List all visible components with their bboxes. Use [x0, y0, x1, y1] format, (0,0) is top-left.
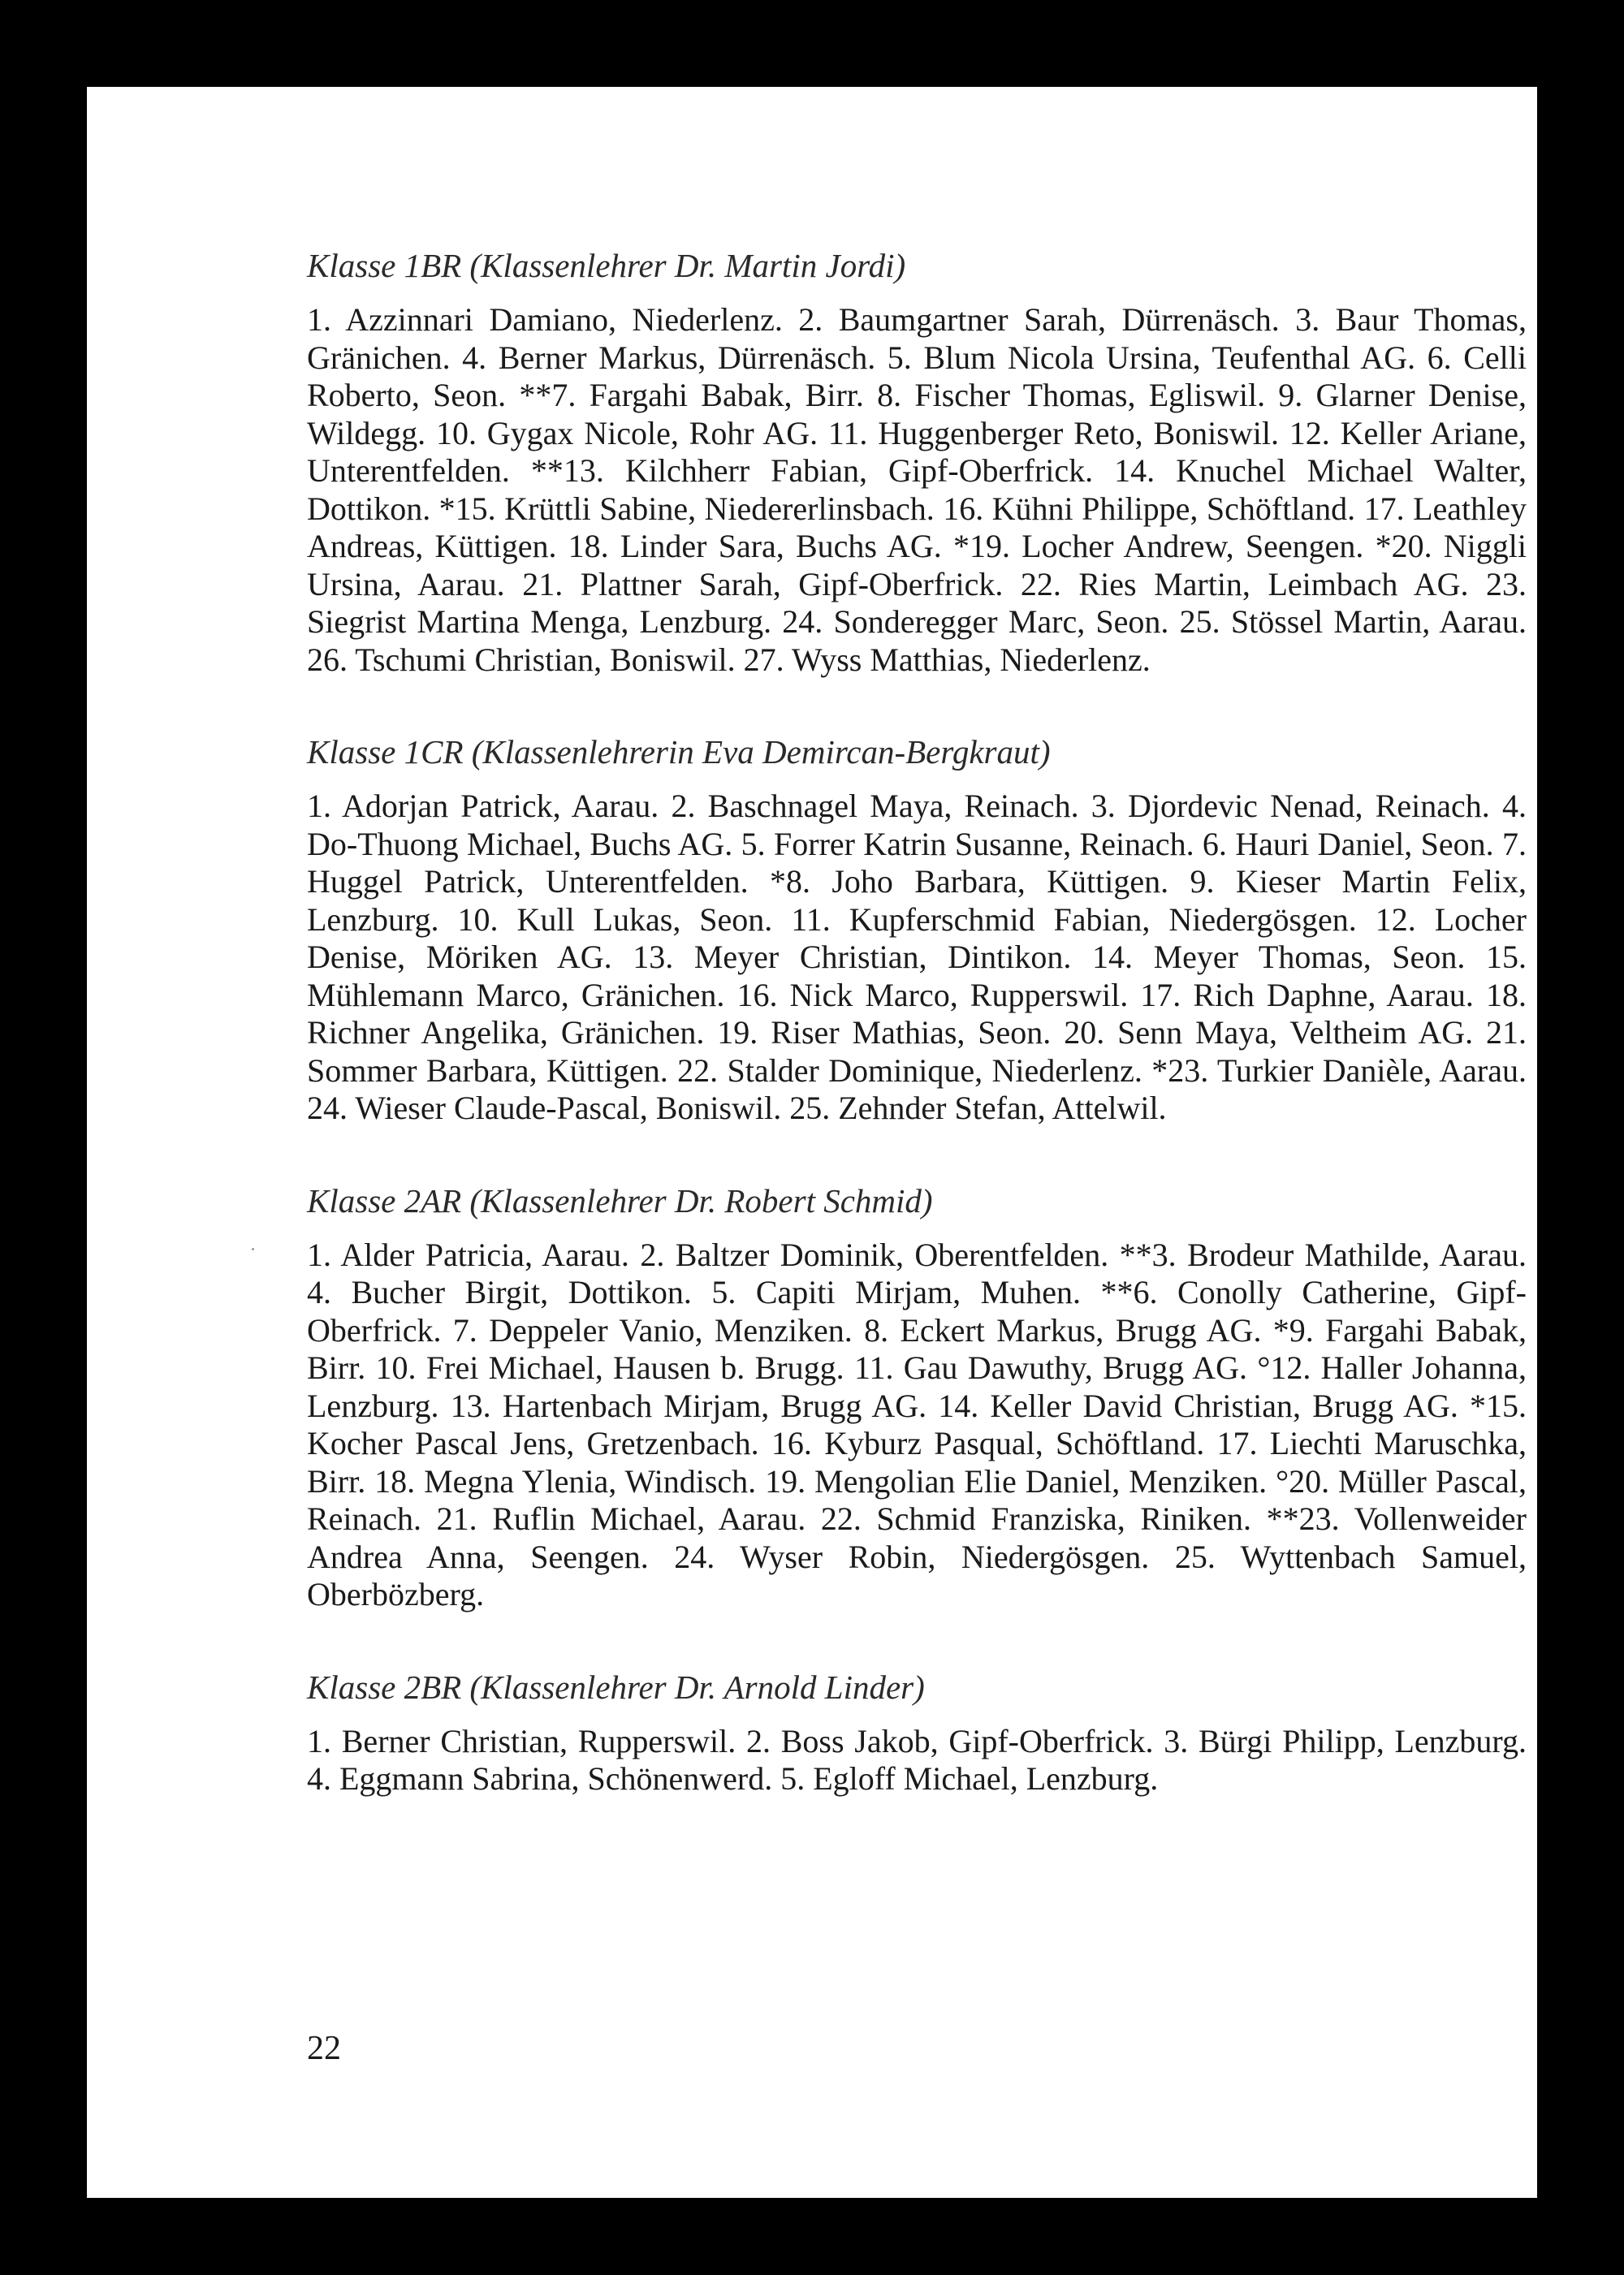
- class-section-2ar: [307, 1181, 1527, 1614]
- section-heading: Klasse 2AR (Klassenlehrer Dr. Robert Schmid): [307, 1181, 933, 1220]
- section-heading: Klasse 1CR (Klassenlehrerin Eva Demircan-Bergkraut): [307, 733, 1051, 771]
- section-heading: Klasse 1BR (Klassenlehrer Dr. Martin Jordi): [307, 247, 906, 284]
- class-section-1cr: [307, 732, 1527, 1128]
- document-page: [87, 87, 1537, 2198]
- class-section-1br: [307, 246, 1527, 679]
- section-heading: Klasse 2BR (Klassenlehrer Dr. Arnold Linder): [307, 1668, 925, 1706]
- student-list: 1. Adorjan Patrick, Aarau. 2. Baschnagel Maya, Reinach. 3. Djordevic Nenad, Reinach. 4. Do-Thuong Michael, Buchs AG. 5. Forrer Katrin Susanne, Reinach. 6. Hauri Daniel, Seon. 7. Huggel Patrick, Unterentfelden. *8. Joho Barbara, Küttigen. 9. Kieser Martin Felix, Lenzburg. 10. Kull Lukas, Seon. 11. Kupferschmid Fabian, Niedergösgen. 12. Locher Denise, Möriken AG. 13. Meyer Christian, Dintikon. 14. Meyer Thomas, Seon. 15. Mühlemann Marco, Gränichen. 16. Nick Marco, Rupperswil. 17. Rich Daphne, Aarau. 18. Richner Angelika, Gränichen. 19. Riser Mathias, Seon. 20. Senn Maya, Veltheim AG. 21. Sommer Barbara, Küttigen. 22. Stalder Dominique, Niederlenz. *23. Turkier Danièle, Aarau. 24. Wieser Claude-Pascal, Boniswil. 25. Zehnder Stefan, Attelwil.: [307, 788, 1527, 1126]
- scan-speck: [252, 1248, 254, 1250]
- page-number: 22: [307, 2030, 341, 2067]
- class-section-2br: [307, 1668, 1527, 1798]
- student-list: 1. Berner Christian, Rupperswil. 2. Boss Jakob, Gipf-Oberfrick. 3. Bürgi Philipp, Lenzburg. 4. Eggmann Sabrina, Schönenwerd. 5. Egloff Michael, Lenzburg.: [307, 1722, 1527, 1797]
- student-list: 1. Azzinnari Damiano, Niederlenz. 2. Baumgartner Sarah, Dürrenäsch. 3. Baur Thomas, Gränichen. 4. Berner Markus, Dürrenäsch. 5. Blum Nicola Ursina, Teufenthal AG. 6. Celli Roberto, Seon. **7. Fargahi Babak, Birr. 8. Fischer Thomas, Egliswil. 9. Glarner Denise, Wildegg. 10. Gygax Nicole, Rohr AG. 11. Huggenberger Reto, Boniswil. 12. Keller Ariane, Unterentfelden. **13. Kilchherr Fabian, Gipf-Oberfrick. 14. Knuchel Michael Walter, Dottikon. *15. Krüttli Sabine, Niedererlinsbach. 16. Kühni Philippe, Schöftland. 17. Leathley Andreas, Küttigen. 18. Linder Sara, Buchs AG. *19. Locher Andrew, Seengen. *20. Niggli Ursina, Aarau. 21. Plattner Sarah, Gipf-Oberfrick. 22. Ries Martin, Leimbach AG. 23. Siegrist Martina Menga, Lenzburg. 24. Sonderegger Marc, Seon. 25. Stössel Martin, Aarau. 26. Tschumi Christian, Boniswil. 27. Wyss Matthias, Niederlenz.: [307, 301, 1527, 678]
- student-list: 1. Alder Patricia, Aarau. 2. Baltzer Dominik, Oberentfelden. **3. Brodeur Mathilde, Aarau. 4. Bucher Birgit, Dottikon. 5. Capiti Mirjam, Muhen. **6. Conolly Catherine, Gipf-Oberfrick. 7. Deppeler Vanio, Menziken. 8. Eckert Markus, Brugg AG. *9. Fargahi Babak, Birr. 10. Frei Michael, Hausen b. Brugg. 11. Gau Dawuthy, Brugg AG. °12. Haller Johanna, Lenzburg. 13. Hartenbach Mirjam, Brugg AG. 14. Keller David Christian, Brugg AG. *15. Kocher Pascal Jens, Gretzenbach. 16. Kyburz Pasqual, Schöftland. 17. Liechti Maruschka, Birr. 18. Megna Ylenia, Windisch. 19. Mengolian Elie Daniel, Menziken. °20. Müller Pascal, Reinach. 21. Ruflin Michael, Aarau. 22. Schmid Franziska, Riniken. **23. Vollenweider Andrea Anna, Seengen. 24. Wyser Robin, Niedergösgen. 25. Wyttenbach Samuel, Oberbözberg.: [307, 1236, 1527, 1612]
- page-content: [307, 246, 1527, 1852]
